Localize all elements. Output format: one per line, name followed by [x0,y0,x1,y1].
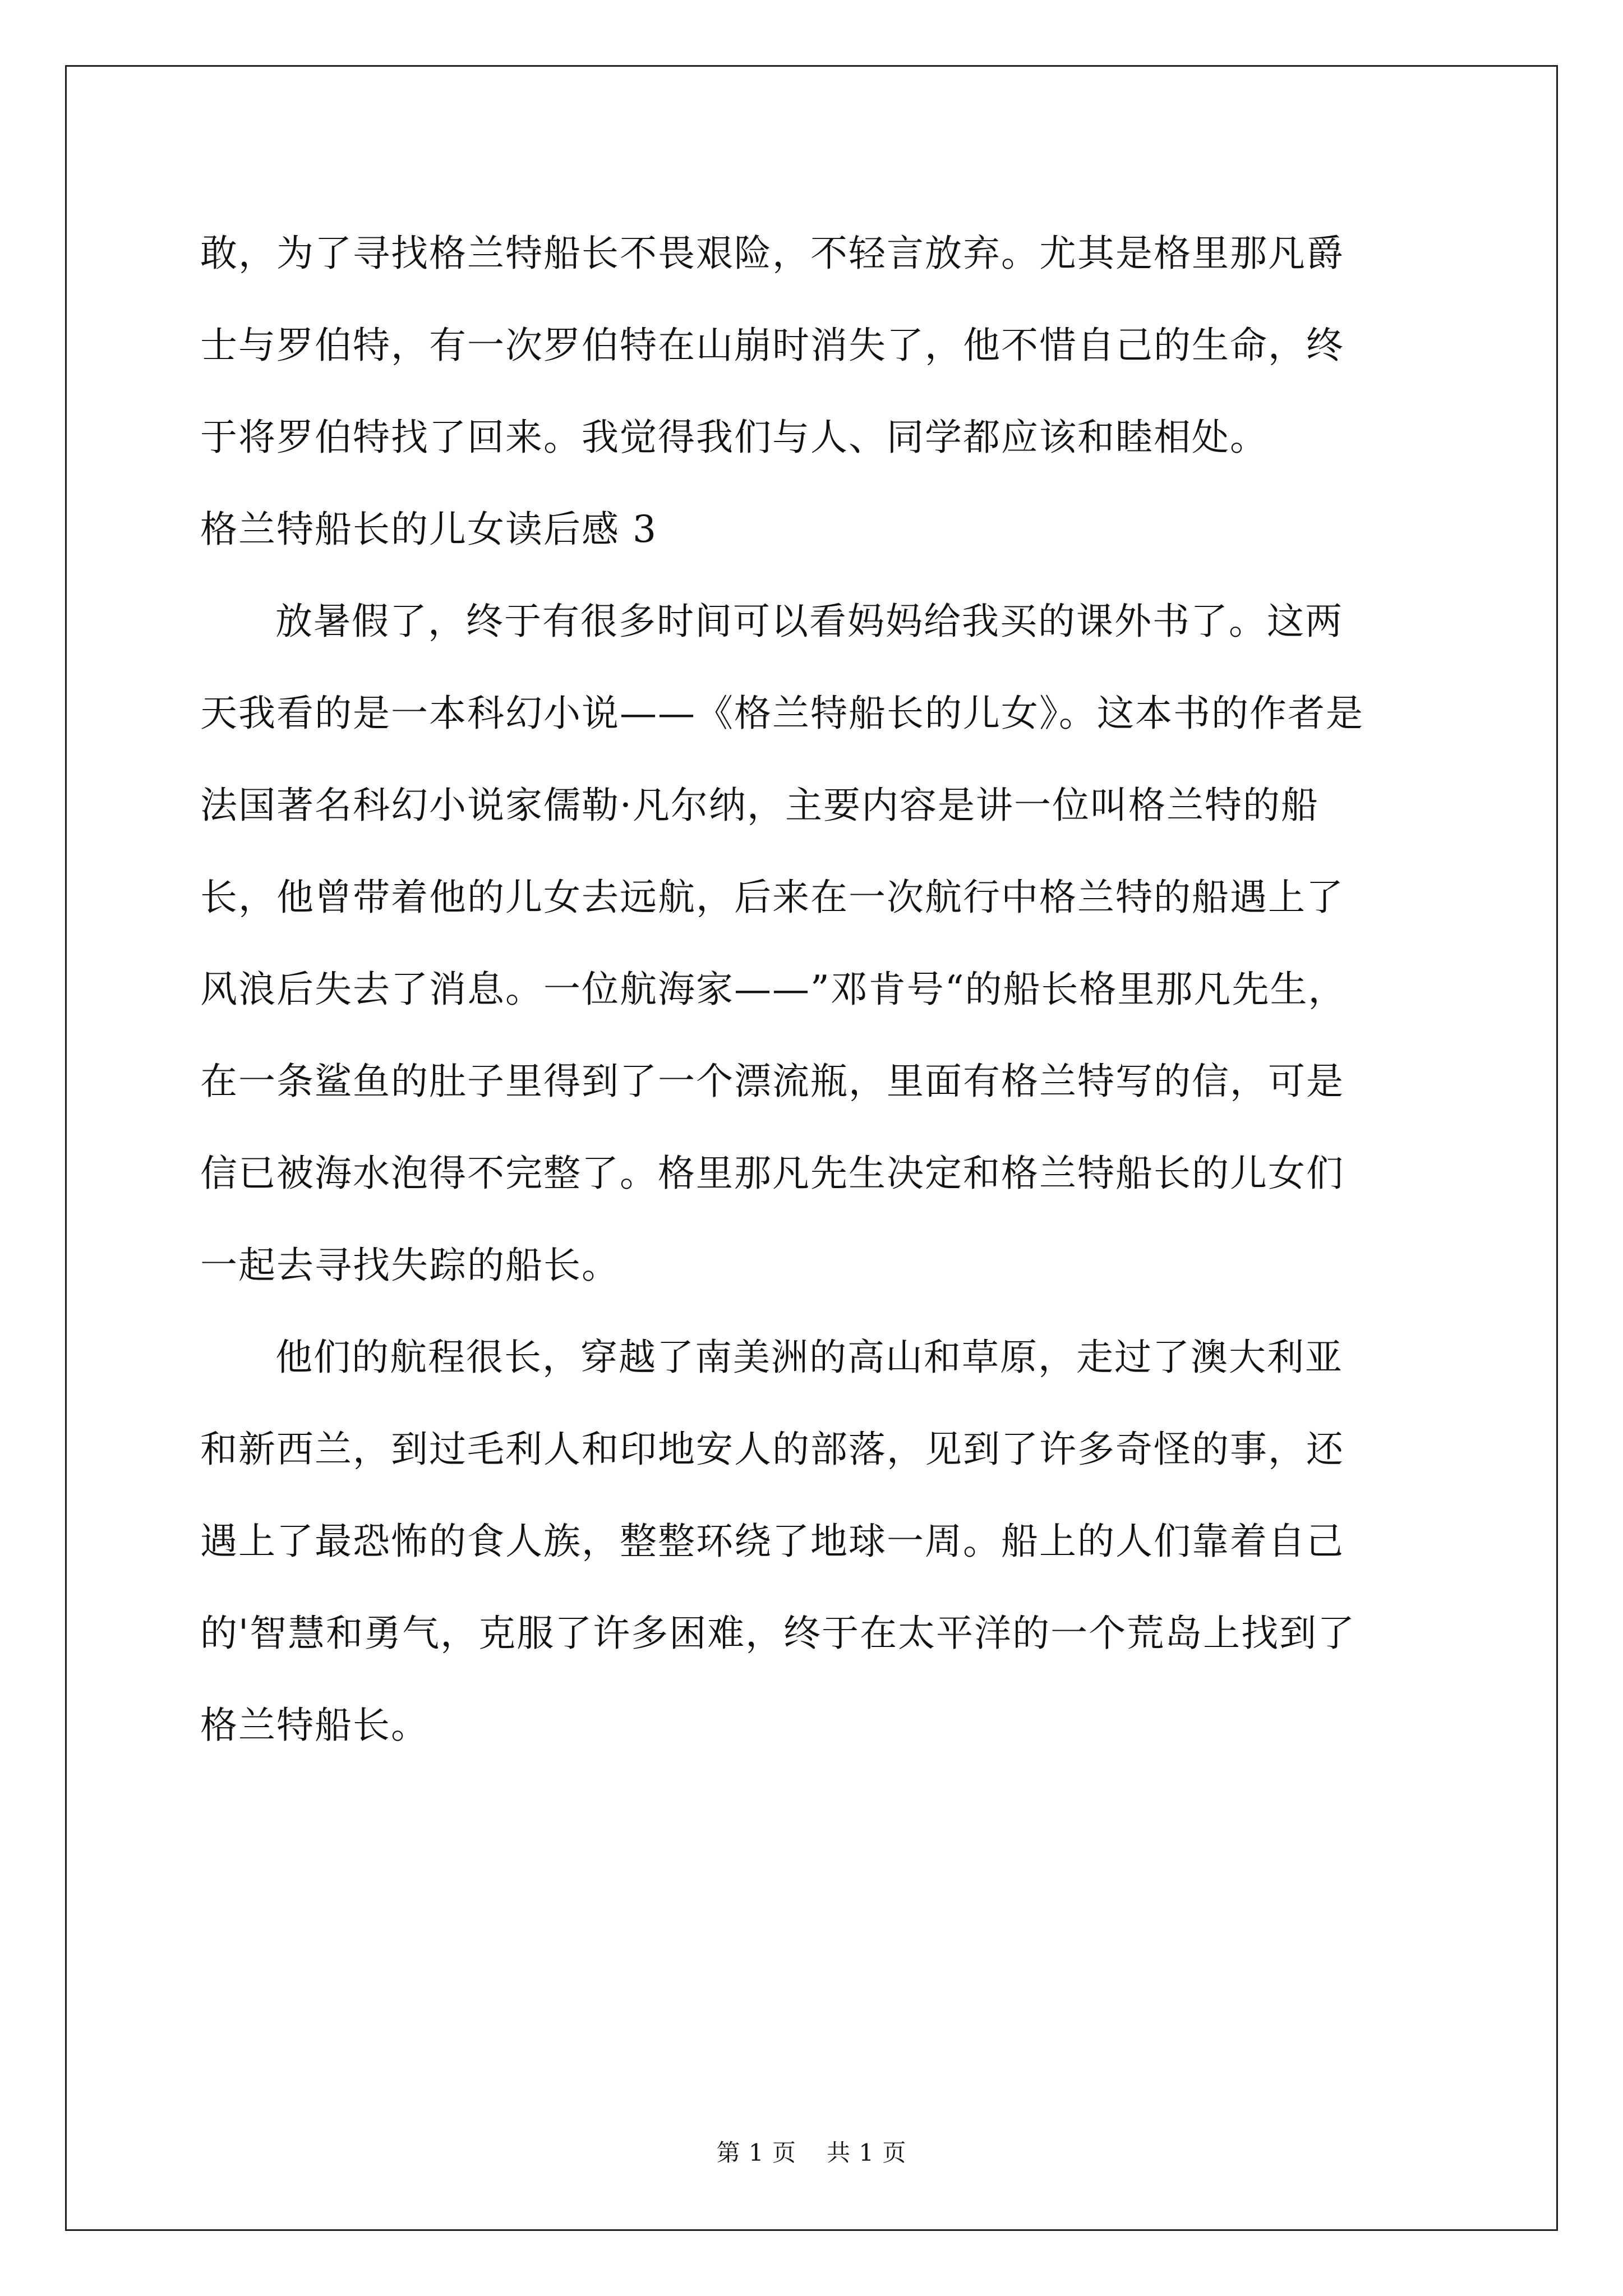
text-line: 一起去寻找失踪的船长。 [200,1244,620,1287]
text-line: 士与罗伯特，有一次罗伯特在山崩时消失了，他不惜自己的生命，终 [200,324,1344,367]
text-line: 敢，为了寻找格兰特船长不畏艰险，不轻言放弃。尤其是格里那凡爵 [200,232,1344,275]
page-footer [0,2136,1623,2170]
text-line: 长，他曾带着他的儿女去远航，后来在一次航行中格兰特的船遇上了 [200,876,1344,919]
text-line: 法国著名科幻小说家儒勒·凡尔纳，主要内容是讲一位叫格兰特的船 [200,784,1319,827]
section-heading: 格兰特船长的儿女读后感 3 [200,508,657,551]
text-line: 格兰特船长。 [200,1704,429,1747]
page-total: 共 1 页 [827,2139,907,2166]
text-line: 天我看的是一本科幻小说——《格兰特船长的儿女》。这本书的作者是 [200,692,1364,735]
text-line: 风浪后失去了消息。一位航海家——”邓肯号“的船长格里那凡先生， [200,968,1347,1011]
paragraph-first-line: 他们的航程很长，穿越了南美洲的高山和草原，走过了澳大利亚 [275,1336,1343,1379]
text-line: 遇上了最恐怖的食人族，整整环绕了地球一周。船上的人们靠着自己 [200,1520,1344,1563]
paragraph-first-line: 放暑假了，终于有很多时间可以看妈妈给我买的课外书了。这两 [275,600,1343,643]
text-line: 在一条鲨鱼的肚子里得到了一个漂流瓶，里面有格兰特写的信，可是 [200,1060,1344,1103]
text-line: 信已被海水泡得不完整了。格里那凡先生决定和格兰特船长的儿女们 [200,1152,1344,1195]
text-line: 于将罗伯特找了回来。我觉得我们与人、同学都应该和睦相处。 [200,416,1268,459]
document-body [200,208,1431,1772]
text-line: 和新西兰，到过毛利人和印地安人的部落，见到了许多奇怪的事，还 [200,1428,1344,1471]
text-line: 的'智慧和勇气，克服了许多困难，终于在太平洋的一个荒岛上找到了 [200,1612,1356,1655]
page-number: 第 1 页 [716,2139,796,2166]
